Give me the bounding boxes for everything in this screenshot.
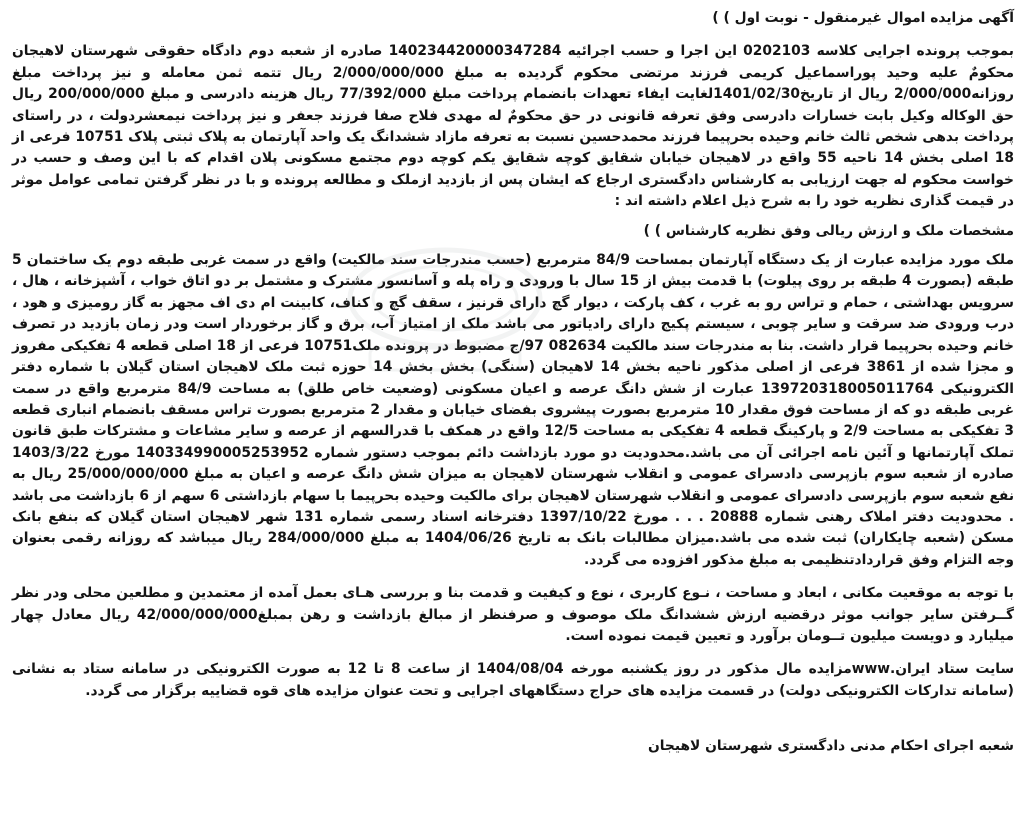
intro-paragraph: بموجب پرونده اجرایی کلاسه 0202103 این اجرا و حسب اجرائیه 140234420000347284 صادره از شعبه دوم دادگاه حقوقی شهرستان لاهیجان محکومٌ علیه وحید پوراسماعیل کریمی فرزند مرتضی محکوم گردیده به مبلغ 2/000/000/000 ریال تتمه ثمن معامله و نیز پرداخت مبلغ روزانه2/000/000 ریال از تاریخ1401/02/30لغایت ایفاء تعهدات بانضمام پرداخت مبلغ 77/392/000 ریال هزینه دادرسی و مبلغ 200/000/000 ریال حق الوکاله وکیل بابت خسارات دادرسی وفق تعرفه قانونی در حق محکومٌ له مهدی فلاح صفا فرزند جعفر و نیز پرداخت نیمعشردولت ، در راستای پرداخت بدهی شخص ثالث خانم وحیده بحرپیما فرزند محمدحسین نسبت به تعرفه مازاد ششدانگ یک واحد آپارتمان به پلاک ثبتی پلاک 10751 فرعی از 18 اصلی بخش 14 ناحیه 55 واقع در لاهیجان خیابان شقایق کوچه شقایق یکم کوچه دوم مجتمع مسکونی پلان اقدام که با این وصف و حسب در خواست محکوم له جهت ارزیابی به کارشناس دادگستری ارجاع که ایشان پس از بازدید ازملک و مطالعه پرونده و با در نظر گرفتن تمامی عوامل موثر در قیمت گذاری نظریه خود را به شرح ذیل اعلام داشته اند : — [12, 43, 1014, 210]
signature-line: شعبه اجرای احکام مدنی دادگستری شهرستان لاهیجان — [647, 738, 1014, 755]
valuation-paragraph: با توجه به موقعیت مکانی ، ابعاد و مساحت ، نـوع کاربری ، نوع و کیفیت و قدمت بنا و بررسی هـای بعمل آمده از معتمدین و مطلعین محلی ودر نظر گــرفتن سایر جوانب موثر درقضیه ارزش ششدانگ ملک موصوف و صرفنظر از مبالغ بازداشت و رهن بمبلغ42/000/000/000 ریال معادل چهار میلیارد و دویست میلیون تــومان برآورد و تعیین قیمت نموده است. — [12, 585, 1015, 644]
property-description: ملک مورد مزایده عبارت از یک دستگاه آپارتمان بمساحت 84/9 مترمربع (حسب مندرجات سند مالکیت) واقع در سمت غربی طبقه دوم یک ساختمان 5 طبقه (بصورت 4 طبقه بر روی پیلوت) با قدمت بیش از 15 سال با ورودی و راه پله و آسانسور مشترک و مشتمل بر دو اتاق خواب ، آشپزخانه ، هال ، سرویس بهداشتی ، حمام و تراس رو به غرب ، کف پارکت ، دیوار گچ دارای قرنیز ، سقف گچ و کناف، کابینت ام دی اف مجهز به گاز رومیزی و هود ، درب ورودی ضد سرقت و سایر چوبی ، سیستم پکیج دارای رادیاتور می باشد ملک از امتیاز آب، برق و گاز برخوردار است ودر زمان بازدید در تصرف خانم وحیده بحرپیما قرار داشت. بنا به مندرجات سند مالکیت 082634 97/ج مضبوط در پرونده ملک10751 فرعی از 18 اصلی قطعه 4 تفکیکی مفروز و مجزا شده از 3861 فرعی از اصلی مذکور ناحیه بخش 14 لاهیجان (سنگی) بخش بخش 14 حوزه ثبت ملک لاهیجان استان گیلان با شماره دفتر الکترونیکی 139720318005011764 عبارت از شش دانگ عرصه و اعیان مسکونی (وضعیت خاص طلق) به مساحت 84/9 مترمربع واقع در سمت غربی طبقه دو که از مساحت فوق مقدار 10 مترمربع بصورت پیشروی بفضای خیابان و مقدار 2 مترمربع بصورت تراس مسقف بانضمام انباری قطعه 3 تفکیکی به مساحت 2/9 و پارکینگ قطعه 4 تفکیکی به مساحت 12/5 واقع در همکف با قدرالسهم از عرصه و سایر مشاعات و مشترکات طبق قانون تملک آپارتمانها و آئین نامه اجرائی آن می باشد.محدودیت دو مورد بازداشت دائم بموجب دستور شماره 140334990005253952 مورخ 1403/3/22 صادره از شعبه سوم بازپرسی دادسرای عمومی و انقلاب شهرستان لاهیجان به میزان شش دانگ عرصه و اعیان به مبلغ 25/000/000/000 ریال به نفع شعبه سوم بازپرسی دادسرای عمومی و انقلاب شهرستان لاهیجان برای مالکیت وحیده بحرپیما با سهام بازداشتی 6 سهم از 6 بازداشت می باشد . محدودیت دفتر املاک رهنی شماره 20888 . . . مورخ 1397/10/22 دفترخانه اسناد رسمی شماره 131 شهر لاهیجان استان گیلان که بنفع بانک مسکن (شعبه چایکاران) ثبت شده می باشد.میزان مطالبات بانک به تاریخ 1404/06/26 به مبلغ 284/000/000 ریال میباشد که روزانه رقمی بعنوان وجه التزام وفق قراردادتنظیمی به مبلغ مذکور افزوده می گردد. — [12, 252, 1015, 568]
notice-title: آگهی مزایده اموال غیرمنقول - نوبت اول ) ) — [712, 10, 1014, 26]
auction-info-paragraph: سایت ستاد ایران.wwwمزایده مال مذکور در روز یکشنبه مورخه 1404/08/04 از ساعت 8 تا 12 به صورت الکترونیکی در سامانه ستاد به نشانی (سامانه تدارکات الکترونیکی دولت) در قسمت مزایده های حراج دستگاههای اجرایی و تحت عنوان مزایده های قوه قضاییه برگزار می گردد. — [12, 661, 1015, 699]
section-heading: مشخصات ملک و ارزش ریالی وفق نظریه کارشناس ) ) — [643, 222, 1014, 239]
